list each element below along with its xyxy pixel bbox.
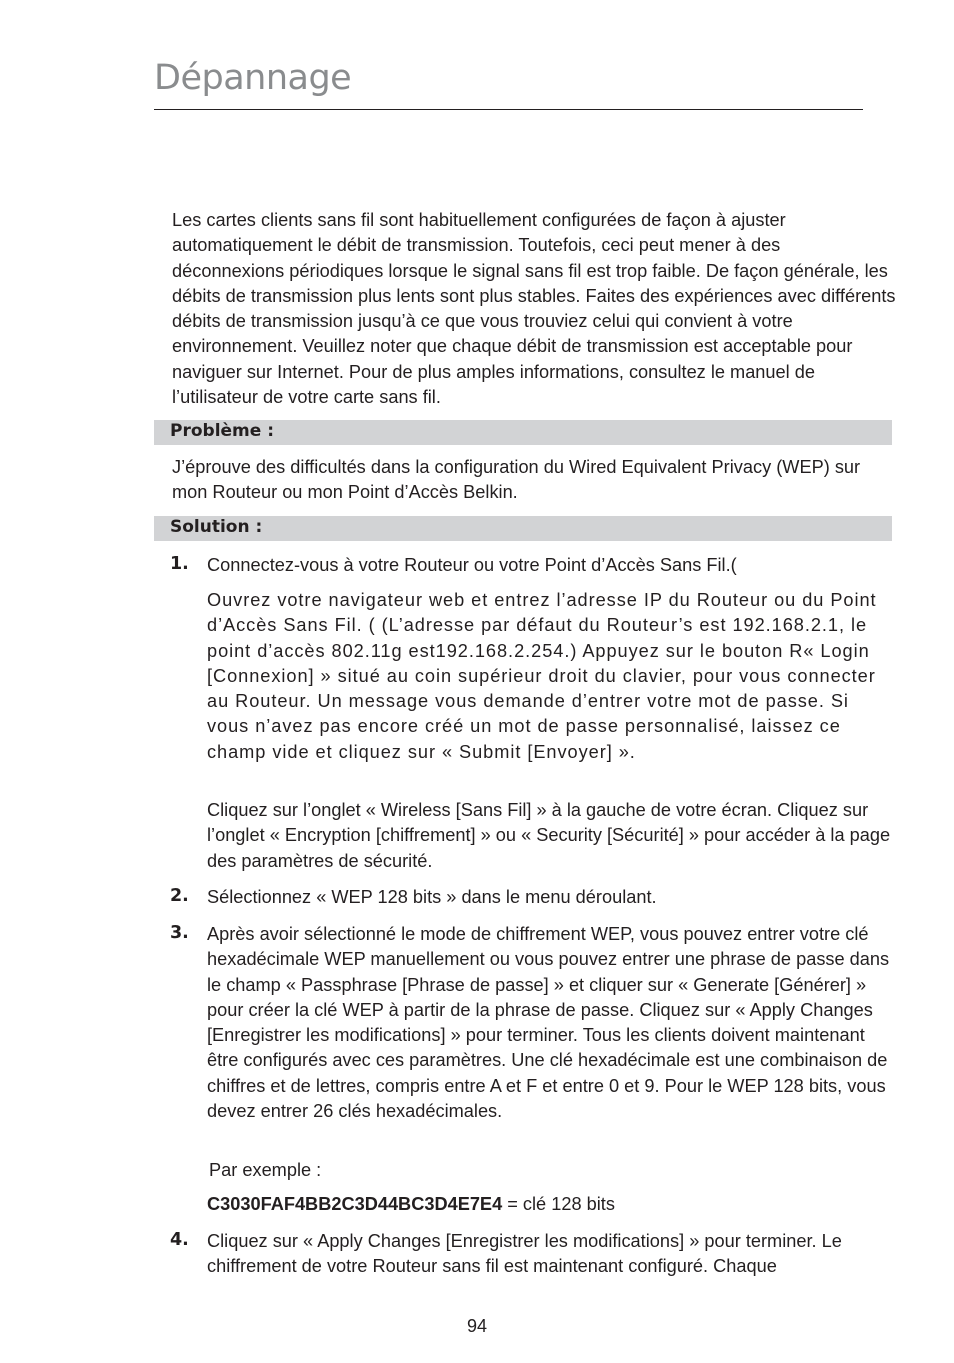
step-number: 4. [170,1230,189,1250]
step-text: Sélectionnez « WEP 128 bits » dans le menu déroulant. [207,887,657,907]
intro-paragraph: Les cartes clients sans fil sont habituellement configurées de façon à ajuster automatiquement le débit de transmission. Toutefois, ceci peut mener à des déconnexions périodiques lorsque le signal sans fil est trop faible. De façon générale, les débits de transmission plus lents sont plus stables. Faites des expériences avec différents débits de transmission jusqu’à ce que vous trouviez celui qui convient à votre environnement. Veuillez noter que chaque débit de transmission est acceptable pour naviguer sur Internet. Pour de plus amples informations, consultez le manuel de l’utilisateur de votre carte sans fil. [172,210,896,408]
example-label: Par exemple : [209,1160,322,1180]
solution-label: Solution : [170,517,263,537]
step-number: 2. [170,886,189,906]
step-subparagraph: Cliquez sur l’onglet « Wireless [Sans Fil] » à la gauche de votre écran. Cliquez sur l’onglet « Encryption [chiffrement] » ou « Security [Sécurité] » pour accéder à la page des paramètres de sécurité. [207,800,891,871]
header-rule [154,109,863,110]
step-subparagraph: Ouvrez votre navigateur web et entrez l’adresse IP du Routeur ou du Point d’Accès Sans Fil. ( (L’adresse par défaut du Routeur’s est 192.168.2.1, le point d’accès 802.11g est192.168.2.254.) Appuyez sur le bouton R« Login [Connexion] » situé au coin supérieur droit du clavier, pour vous connecter au Routeur. Un message vous demande d’entrer votre mot de passe. Si vous n’avez pas encore créé un mot de passe personnalisé, laissez ce champ vide et cliquez sur « Submit [Envoyer] ». [207,590,877,762]
step-number: 1. [170,554,189,574]
step-text: Après avoir sélectionné le mode de chiffrement WEP, vous pouvez entrer votre clé hexadécimale WEP manuellement ou vous pouvez entrer une phrase de passe dans le champ « Passphrase [Phrase de passe] » et cliquer sur « Generate [Générer] » pour créer la clé WEP à partir de la phrase de passe. Cliquez sur « Apply Changes [Enregistrer les modifications] » pour terminer. Tous les clients doivent maintenant être configurés avec ces paramètres. Une clé hexadécimale est une combinaison de chiffres et de lettres, compris entre A et F et entre 0 et 9. Pour le WEP 128 bits, vous devez entrer 26 clés hexadécimales. [207,924,890,1122]
solution-band [154,516,892,541]
problem-label: Problème : [170,421,275,441]
example-key: C3030FAF4BB2C3D44BC3D4E7E4 [207,1194,503,1214]
step-number: 3. [170,923,189,943]
page-title: Dépannage [154,58,352,98]
example-suffix: = clé 128 bits [502,1194,615,1214]
problem-text: J’éprouve des difficultés dans la configuration du Wired Equivalent Privacy (WEP) sur mon Routeur ou mon Point d’Accès Belkin. [172,457,861,503]
step-text: Cliquez sur « Apply Changes [Enregistrer les modifications] » pour terminer. Le chiffrement de votre Routeur sans fil est maintenant configuré. Chaque [207,1231,842,1277]
example-line [207,1192,897,1217]
page-number: 94 [466,1316,488,1336]
step-text: Connectez-vous à votre Routeur ou votre Point d’Accès Sans Fil.( [207,555,737,575]
problem-band [154,420,892,445]
